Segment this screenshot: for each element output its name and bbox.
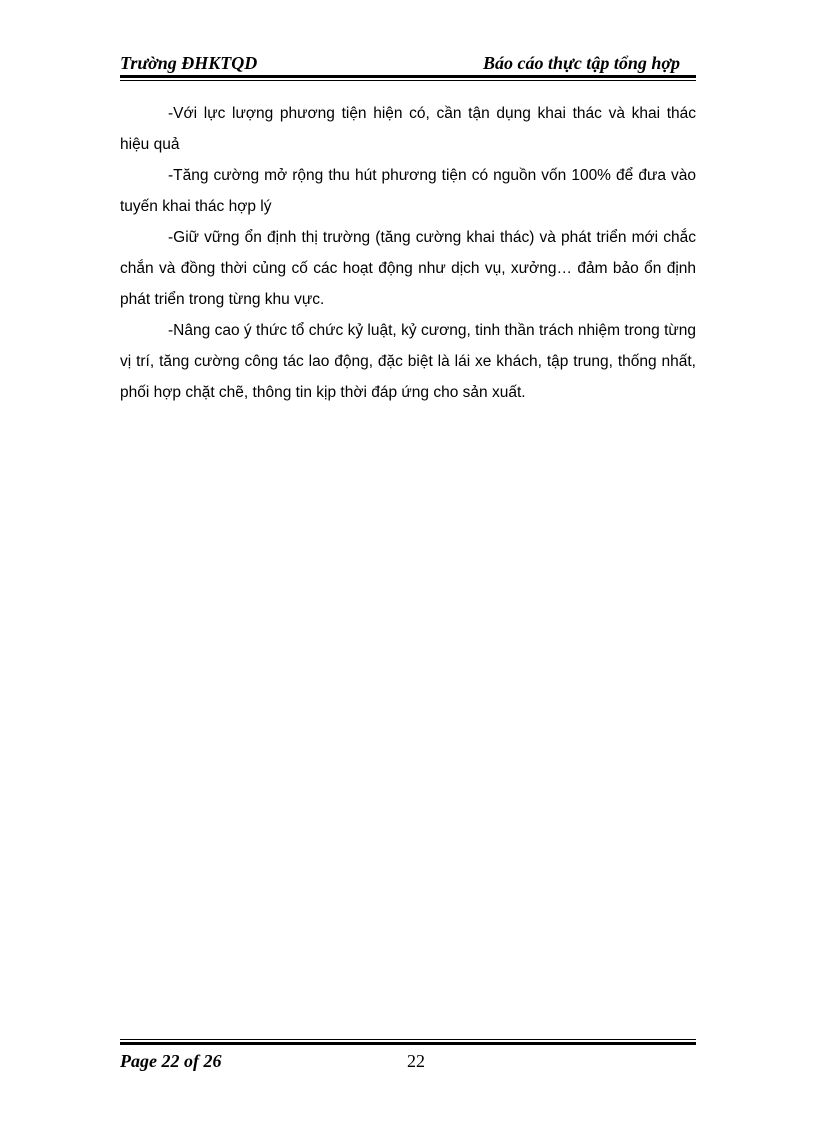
body-paragraph: -Nâng cao ý thức tổ chức kỷ luật, kỷ cương, tinh thần trách nhiệm trong từng vị trí, tăng cường công tác lao động, đặc biệt là lái xe khách, tập trung, thống nhất, phối hợp chặt chẽ, thông tin kịp thời đáp ứng cho sản xuất. — [120, 322, 696, 401]
body-paragraph: -Giữ vững ổn định thị trường (tăng cường khai thác) và phát triển mới chắc chắn và đồng thời củng cố các hoạt động như dịch vụ, xưởng… đảm bảo ổn định phát triển trong từng khu vực. — [120, 229, 696, 308]
footer-page-number: 22 — [407, 1051, 425, 1071]
footer-divider-thin — [120, 1039, 696, 1040]
document-body — [120, 98, 696, 408]
header-report-title: Báo cáo thực tập tổng hợp — [483, 53, 680, 73]
body-paragraph: -Với lực lượng phương tiện hiện có, cần tận dụng khai thác và khai thác hiệu quả — [120, 105, 696, 153]
header-divider-thick — [120, 75, 696, 78]
header-divider-thin — [120, 80, 696, 81]
body-paragraph: -Tăng cường mở rộng thu hút phương tiện có nguồn vốn 100% để đưa vào tuyến khai thác hợp lý — [120, 167, 696, 215]
header-school-name: Trường ĐHKTQD — [120, 53, 258, 73]
footer-page-label: Page 22 of 26 — [120, 1051, 222, 1071]
footer-divider-thick — [120, 1042, 696, 1045]
